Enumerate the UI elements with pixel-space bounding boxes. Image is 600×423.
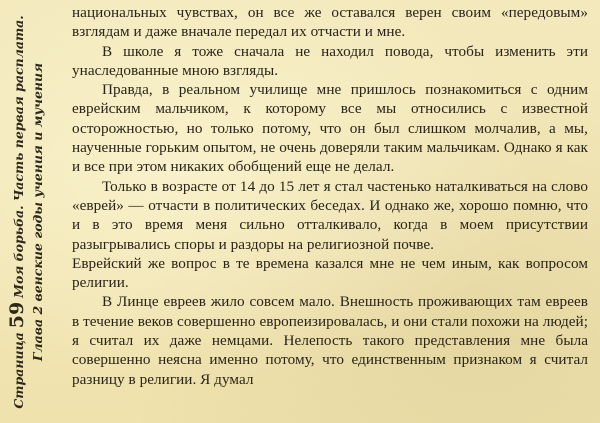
paragraph: Правда, в реальном училище мне пришлось познакомиться с одним еврейским мальчиком, к которому все мы относились с известной осторожностью, но только потому, что он был слишком молчалив, а мы, наученные горьким опытом, не очень доверяли таким мальчикам. Однако я как и все при этом никаких обобщений еще не делал. [72,81,588,176]
book-part-title: Моя борьба. Часть первая расплата. [10,14,26,298]
paragraph: В школе я тоже сначала не находил повода, чтобы изменить эти унаследованные мною взгляды. [72,42,588,79]
sidebar-rotated-text [4,0,50,423]
paragraph: В Линце евреев жило совсем мало. Внешность проживающих там евреев в течение веков совершенно европеизировалась, и они стали похожи на людей; я считал их даже немцами. Нелепость такого представления мне была совершенно неясна именно потому, что единственным признаком я считал разницу в религии. Я думал [72,293,588,388]
paragraph: Только в возрасте от 14 до 15 лет я стал частенько наталкиваться на слово «еврей» — отчасти в политических беседах. И однако же, хорошо помню, что и в это время меня сильно отталкивало, когда в моем присутствии разыгрывались споры и раздоры на религиозной почве. [72,177,588,253]
page-number: 59 [5,301,28,328]
paragraph-continuation: национальных чувствах, он все же оставался верен своим «передовым» взглядам и даже вначале передал их отчасти и мне. [72,4,588,41]
page-sidebar [4,0,50,423]
page-label: Страница [10,331,26,409]
paragraph: Еврейский же вопрос в те времена казался мне не чем иным, как вопросом религии. [72,254,588,292]
chapter-title: Глава 2 венские годы учения и мучения [29,62,45,361]
page-body-text [72,3,588,389]
sidebar-line-one [5,14,28,409]
